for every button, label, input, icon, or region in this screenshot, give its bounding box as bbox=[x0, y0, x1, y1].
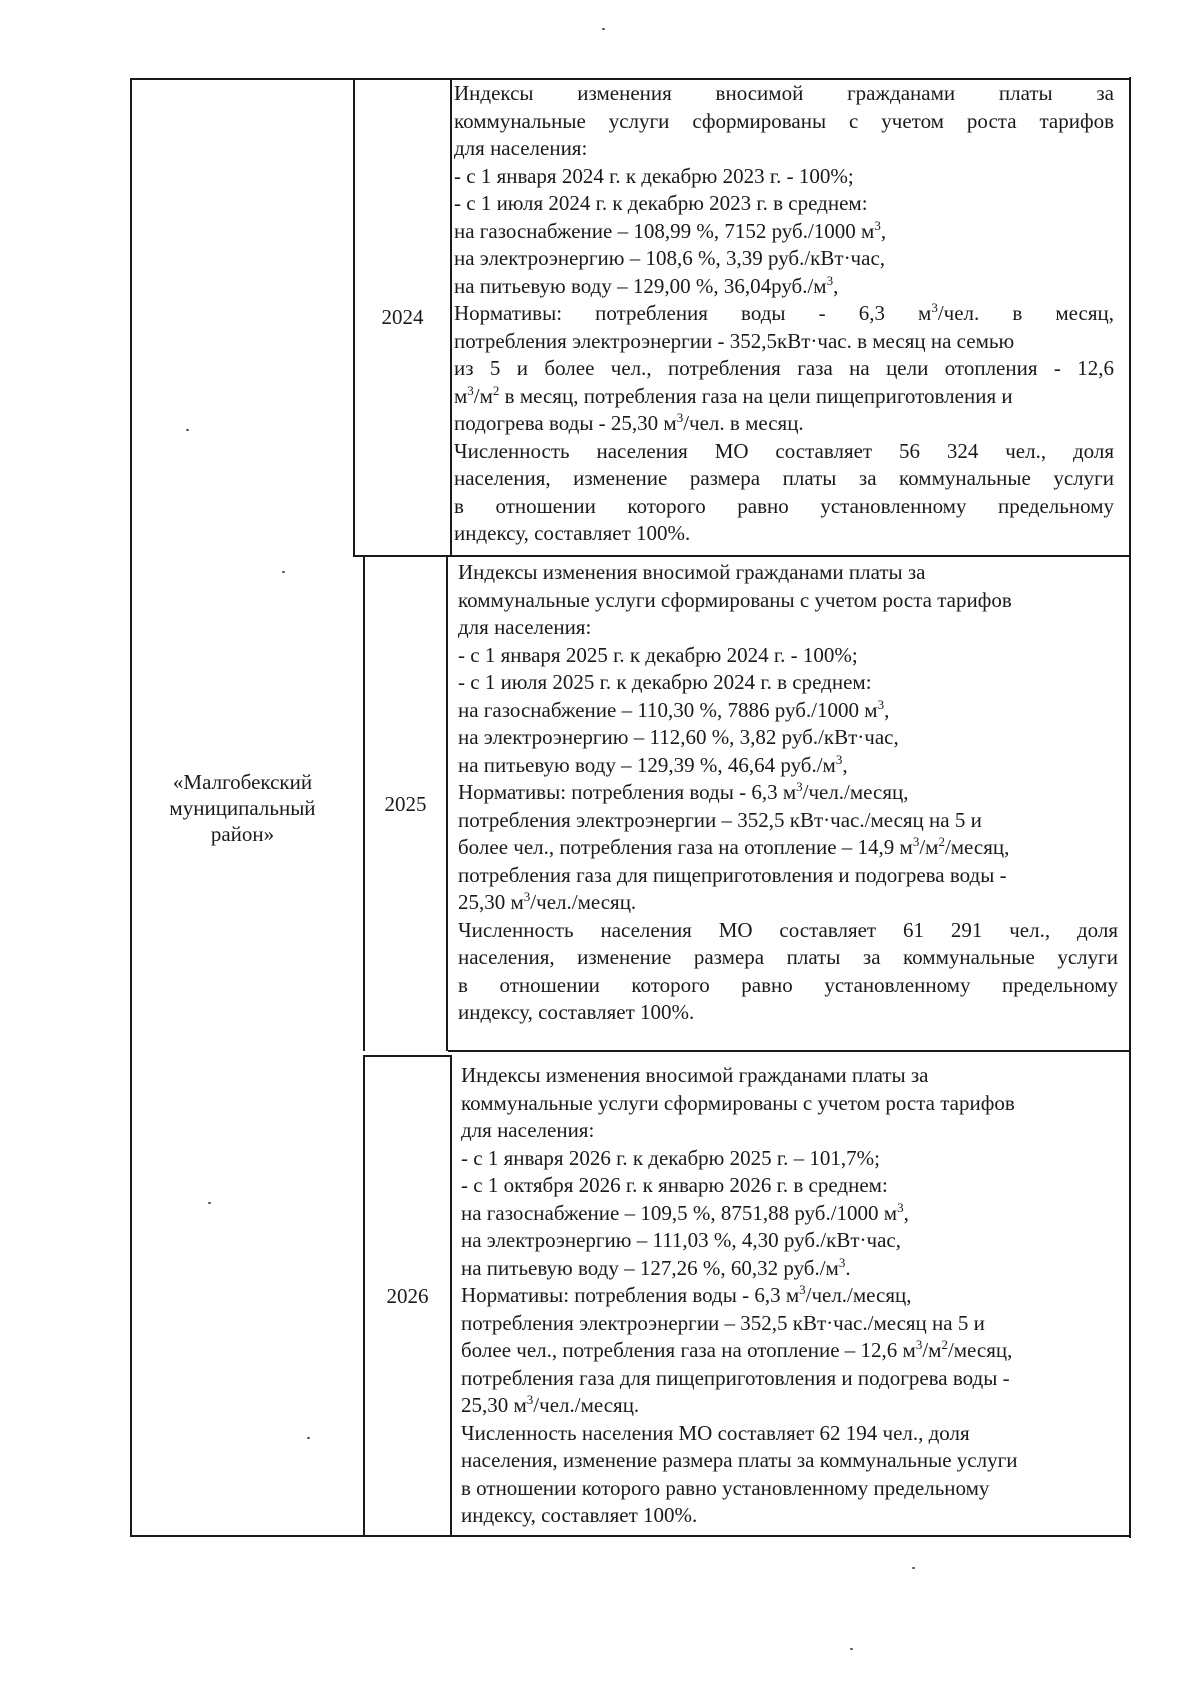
description-line: - с 1 января 2026 г. к декабрю 2025 г. – 101,7%; bbox=[461, 1145, 880, 1170]
scan-speck bbox=[602, 28, 605, 30]
description-line: населения, изменение размера платы за коммунальные услуги bbox=[454, 466, 1114, 490]
description-line: более чел., потребления газа на отопление – 12,6 $м^3/м^2$/месяц, bbox=[461, 1337, 1013, 1362]
description-line: на электроэнергию – 108,6 %, 3,39 руб./кВт·час, bbox=[454, 246, 886, 270]
scan-speck bbox=[912, 1567, 915, 1569]
description-line: на газоснабжение – 110,30 %, 7886 руб./1000 $м^3$, bbox=[458, 696, 890, 722]
description-line: на питьевую воду – 129,00 %, $36,04руб./м^3$, bbox=[454, 272, 839, 298]
scan-speck bbox=[186, 429, 189, 431]
description-line: - с 1 июля 2024 г. к декабрю 2023 г. в среднем: bbox=[454, 191, 868, 215]
description-line: Индексы изменения вносимой гражданами платы за bbox=[461, 1063, 929, 1087]
description-line: более чел., потребления газа на отопление – 14,9 $м^3/м^2$/месяц, bbox=[458, 834, 1010, 859]
description-line: Нормативы: потребления воды - 6,3 $м^3$/чел. в месяц, bbox=[454, 300, 1114, 325]
description-line: индексу, составляет 100%. bbox=[458, 1000, 695, 1024]
description-line: для населения: bbox=[458, 615, 592, 639]
description-line: - с 1 января 2025 г. к декабрю 2024 г. - 100%; bbox=[458, 642, 858, 667]
scan-speck bbox=[850, 1648, 853, 1650]
description-line: на газоснабжение – 109,5 %, 8751,88 руб./1000 $м^3$, bbox=[461, 1199, 909, 1225]
description-line: коммунальные услуги сформированы с учетом роста тарифов bbox=[454, 108, 1114, 133]
year-cell-2024 bbox=[355, 80, 450, 555]
description-line: Нормативы: потребления воды - 6,3 $м^3/чел$./месяц, bbox=[461, 1282, 912, 1307]
district-cell bbox=[132, 80, 353, 1535]
year-label: 2025 bbox=[384, 791, 427, 816]
description-line: коммунальные услуги сформированы с учетом роста тарифов bbox=[461, 1090, 1015, 1115]
description-line: Численность населения МО составляет 56 324 чел., доля bbox=[454, 438, 1114, 463]
year-cell-2026 bbox=[365, 1057, 450, 1535]
description-line: на питьевую воду – 129,39 %, 46,64 $руб./м^3$, bbox=[458, 751, 848, 777]
description-line: в отношении которого равно установленному предельному bbox=[458, 972, 1118, 997]
description-line: из 5 и более чел., потребления газа на цели отопления - 12,6 bbox=[454, 356, 1114, 380]
description-line: в отношении которого равно установленному предельному bbox=[454, 493, 1114, 518]
description-cell-2024 bbox=[454, 80, 1114, 548]
description-line: на электроэнергию – 111,03 %, 4,30 руб./кВт·час, bbox=[461, 1228, 901, 1252]
description-line: Численность населения МО составляет 62 194 чел., доля bbox=[461, 1420, 970, 1445]
description-cell-2026 bbox=[461, 1062, 1113, 1530]
description-line: Нормативы: потребления воды - 6,3 $м^3/чел$./месяц, bbox=[458, 779, 909, 804]
description-line: потребления газа для пищеприготовления и подогрева воды - bbox=[461, 1365, 1010, 1390]
description-line: населения, изменение размера платы за коммунальные услуги bbox=[461, 1448, 1018, 1472]
description-line: подогрева воды - 25,30 $м^3$/чел. в месяц. bbox=[454, 410, 804, 435]
description-line: - с 1 января 2024 г. к декабрю 2023 г. - 100%; bbox=[454, 163, 854, 188]
description-line: потребления электроэнергии - 352,5кВт·час. в месяц на семью bbox=[454, 328, 1015, 353]
year-label: 2024 bbox=[381, 305, 424, 329]
description-line: на питьевую воду – 127,26 %, 60,32 $руб./м^3$. bbox=[461, 1254, 851, 1280]
scan-speck bbox=[307, 1437, 310, 1439]
description-line: для населения: bbox=[461, 1118, 595, 1142]
description-line: 25,30 $м^3/чел$./месяц. bbox=[458, 889, 637, 914]
district-name: «Малгобекский муниципальный район» bbox=[169, 769, 316, 846]
description-line: для населения: bbox=[454, 136, 588, 160]
scan-speck bbox=[282, 571, 285, 573]
description-line: Индексы изменения вносимой гражданами платы за bbox=[454, 81, 1114, 105]
scan-speck bbox=[208, 1202, 211, 1204]
description-line: - с 1 октября 2026 г. к январю 2026 г. в среднем: bbox=[461, 1173, 888, 1197]
description-line: потребления газа для пищеприготовления и подогрева воды - bbox=[458, 862, 1007, 887]
description-line: - с 1 июля 2025 г. к декабрю 2024 г. в среднем: bbox=[458, 670, 872, 694]
description-line: в отношении которого равно установленному предельному bbox=[461, 1475, 990, 1500]
description-line: на электроэнергию – 112,60 %, 3,82 руб./кВт·час, bbox=[458, 725, 899, 749]
description-line: населения, изменение размера платы за коммунальные услуги bbox=[458, 945, 1118, 969]
description-line: Численность населения МО составляет 61 291 чел., доля bbox=[458, 917, 1118, 942]
year-label: 2026 bbox=[386, 1283, 429, 1308]
description-line: коммунальные услуги сформированы с учетом роста тарифов bbox=[458, 587, 1012, 612]
description-line: 25,30 $м^3/чел$./месяц. bbox=[461, 1392, 640, 1417]
description-line: потребления электроэнергии – 352,5 кВт·час./месяц на 5 и bbox=[461, 1310, 985, 1335]
description-line: на газоснабжение – 108,99 %, 7152 руб./1000 $м^3$, bbox=[454, 217, 887, 243]
description-line: потребления электроэнергии – 352,5 кВт·час./месяц на 5 и bbox=[458, 807, 982, 832]
description-line: индексу, составляет 100%. bbox=[461, 1503, 698, 1527]
description-line: $м^3/м^2$ в месяц, потребления газа на цели пищеприготовления и bbox=[454, 382, 1013, 408]
description-cell-2025 bbox=[458, 559, 1118, 1027]
year-cell-2025 bbox=[365, 557, 446, 1051]
description-line: Индексы изменения вносимой гражданами платы за bbox=[458, 560, 926, 584]
description-line: индексу, составляет 100%. bbox=[454, 521, 691, 545]
